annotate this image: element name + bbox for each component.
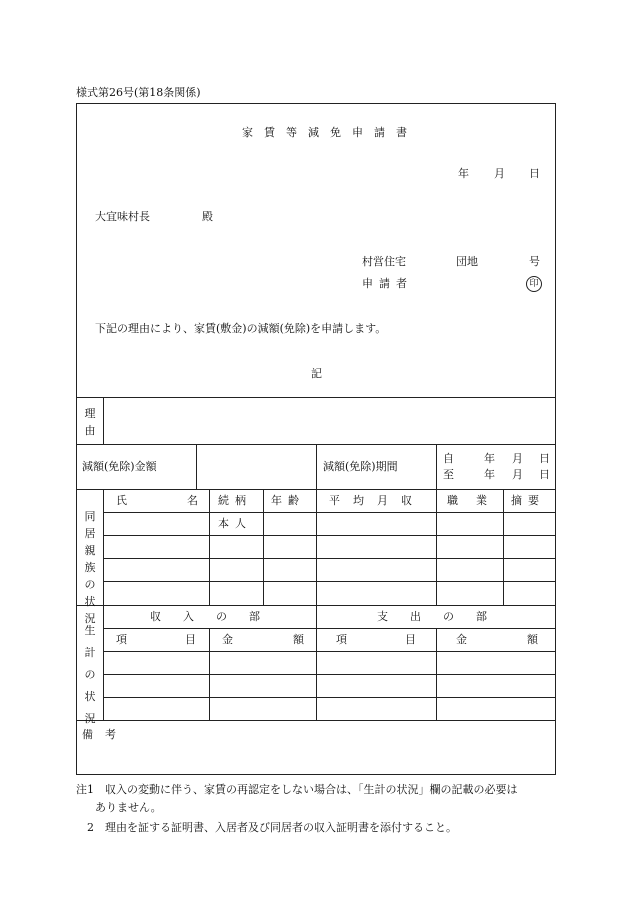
period-to: 至	[443, 468, 454, 481]
divider	[103, 512, 556, 513]
request-text: 下記の理由により、家賃(敷金)の減額(免除)を申請します。	[95, 322, 387, 335]
family-header-remarks: 摘要	[511, 494, 545, 507]
amount-label: 減額(免除)金額	[82, 460, 157, 473]
form-title: 家賃等減免申請書	[242, 126, 418, 139]
period-label: 減額(免除)期間	[323, 460, 398, 473]
budget-section-label: 生計の状況	[84, 624, 96, 725]
danchi-label: 団地	[456, 255, 478, 268]
divider	[103, 628, 556, 629]
divider	[103, 581, 556, 582]
income-item-header: 項 目	[116, 633, 196, 646]
divider	[209, 628, 210, 720]
family-header-relation: 続柄	[218, 494, 252, 507]
number-label: 号	[529, 255, 540, 268]
divider	[209, 489, 210, 605]
note-1: 注1 収入の変動に伴う、家賃の再認定をしない場合は、「生計の状況」欄の記載の必要は	[76, 783, 518, 796]
reason-label: 理由	[84, 407, 96, 437]
period-to-month: 月	[512, 468, 523, 481]
family-header-age: 年齢	[271, 494, 305, 507]
date-year: 年	[458, 167, 469, 180]
seal-mark: 印	[526, 276, 542, 292]
divider	[263, 489, 264, 605]
divider	[103, 489, 104, 720]
period-to-day: 日	[539, 468, 550, 481]
family-header-job: 職業	[447, 494, 505, 507]
divider	[196, 444, 197, 489]
applicant-label: 申請者	[362, 277, 413, 290]
divider	[103, 535, 556, 536]
family-self: 本人	[218, 517, 252, 530]
form-number: 様式第26号(第18条関係)	[76, 86, 201, 99]
divider	[76, 720, 556, 721]
expense-item-header: 項 目	[336, 633, 416, 646]
addressee-honorific: 殿	[202, 210, 213, 223]
family-header-name: 氏 名	[116, 494, 198, 507]
divider	[103, 397, 104, 444]
note-1-continued: ありません。	[95, 801, 162, 814]
ki-label: 記	[311, 367, 322, 380]
remarks-label: 備考	[82, 728, 128, 741]
period-from-day: 日	[539, 452, 550, 465]
divider	[316, 489, 317, 720]
expense-header: 支出の部	[377, 610, 509, 623]
divider	[103, 651, 556, 652]
family-section-label: 同居親族の状況	[84, 510, 96, 625]
income-amount-header: 金 額	[222, 633, 304, 646]
divider	[316, 444, 317, 489]
divider	[436, 444, 437, 489]
divider	[103, 697, 556, 698]
expense-amount-header: 金 額	[456, 633, 538, 646]
divider	[103, 558, 556, 559]
period-from-year: 年	[484, 452, 495, 465]
note-2: 2 理由を証する証明書、入居者及び同居者の収入証明書を添付すること。	[87, 821, 457, 834]
divider	[76, 397, 556, 398]
addressee-name: 大宜味村長	[95, 210, 150, 223]
period-from-month: 月	[512, 452, 523, 465]
divider	[103, 674, 556, 675]
divider	[436, 628, 437, 720]
divider	[436, 489, 437, 605]
date-day: 日	[529, 167, 540, 180]
period-from: 自	[443, 452, 454, 465]
family-header-income: 平均月収	[329, 494, 425, 507]
housing-label: 村営住宅	[362, 255, 406, 268]
income-header: 収入の部	[150, 610, 282, 623]
date-month: 月	[494, 167, 505, 180]
period-to-year: 年	[484, 468, 495, 481]
